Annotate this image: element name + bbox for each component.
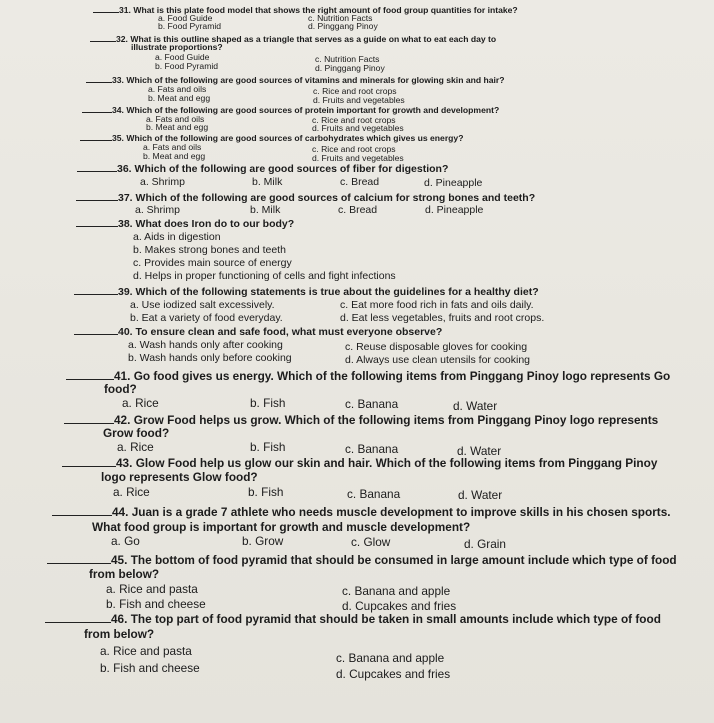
- answer-blank[interactable]: [74, 334, 118, 335]
- option-d: d. Helps in proper functioning of cells and fight infections: [133, 270, 396, 282]
- question-text: Which of the following are good sources of fiber for digestion?: [134, 163, 449, 175]
- question-31-line: [93, 6, 518, 15]
- option-d: d. Cupcakes and fries: [336, 667, 451, 681]
- answer-blank[interactable]: [80, 140, 112, 141]
- question-number: 36.: [117, 163, 132, 175]
- answer-blank[interactable]: [52, 515, 112, 516]
- question-text: Which of the following statements is true about the guidelines for a healthy diet?: [135, 286, 539, 298]
- question-number: 31.: [119, 5, 131, 15]
- question-43-line: [62, 457, 657, 470]
- question-number: 44.: [112, 505, 129, 519]
- option-c: c. Nutrition Facts: [308, 13, 373, 23]
- option-a: a. Aids in digestion: [133, 231, 221, 243]
- option-d: d. Water: [453, 399, 498, 413]
- question-number: 39.: [118, 286, 133, 298]
- option-a: a. Food Guide: [158, 13, 213, 23]
- option-a: a. Shrimp: [135, 204, 180, 216]
- answer-blank[interactable]: [47, 563, 111, 564]
- option-c: c. Banana and apple: [342, 584, 451, 598]
- option-a: a. Fats and oils: [143, 142, 202, 152]
- option-b: b. Fish: [248, 485, 284, 499]
- question-text: What is this outline shaped as a triangle that serves as a guide on what to eat each day to: [130, 34, 497, 44]
- question-44-line: [52, 506, 671, 519]
- question-number: 45.: [111, 553, 128, 567]
- question-text: Which of the following are good sources of protein important for growth and development?: [126, 105, 500, 115]
- question-46-continued: from below?: [84, 627, 155, 641]
- option-c: c. Reuse disposable gloves for cooking: [345, 341, 528, 353]
- question-text: Glow Food help us glow our skin and hair. Which of the following items from Pinggang Pinoy: [135, 456, 658, 470]
- option-d: d. Pineapple: [424, 177, 483, 189]
- option-d: d. Eat less vegetables, fruits and root crops.: [340, 312, 545, 324]
- option-c: c. Rice and root crops: [312, 115, 396, 125]
- option-b: b. Grow: [242, 534, 284, 548]
- option-d: d. Always use clean utensils for cooking: [345, 354, 531, 366]
- answer-blank[interactable]: [74, 294, 118, 295]
- question-number: 46.: [111, 612, 128, 626]
- option-c: c. Provides main source of energy: [133, 257, 292, 269]
- option-b: b. Fish: [250, 440, 286, 454]
- option-a: a. Rice: [113, 485, 150, 499]
- question-39-line: [74, 287, 539, 298]
- question-number: 41.: [114, 369, 131, 383]
- question-34-line: [82, 106, 499, 115]
- option-b: b. Milk: [252, 176, 283, 188]
- option-a: a. Fats and oils: [146, 114, 205, 124]
- answer-blank[interactable]: [86, 82, 112, 83]
- option-b: b. Food Pyramid: [158, 21, 222, 31]
- option-a: a. Fats and oils: [148, 84, 207, 94]
- question-41-continued: food?: [104, 382, 137, 396]
- option-c: c. Rice and root crops: [313, 86, 397, 96]
- question-number: 37.: [118, 192, 133, 204]
- option-d: d. Water: [458, 488, 503, 502]
- option-b: b. Meat and egg: [148, 93, 211, 103]
- option-c: c. Bread: [338, 204, 378, 216]
- option-b: b. Eat a variety of food everyday.: [130, 312, 283, 324]
- question-number: 38.: [118, 218, 133, 230]
- option-a: a. Go: [111, 534, 140, 548]
- option-b: b. Fish and cheese: [100, 661, 200, 675]
- question-text: What is this plate food model that shows the right amount of food group quantities for intake?: [133, 5, 518, 15]
- question-41-line: [66, 370, 670, 383]
- question-text: Which of the following are good sources of vitamins and minerals for glowing skin and hair?: [126, 75, 505, 85]
- question-44-continued: What food group is important for growth and muscle development?: [92, 520, 471, 534]
- option-d: d. Pineapple: [425, 204, 484, 216]
- option-d: d. Pinggang Pinoy: [308, 21, 378, 31]
- option-c: c. Rice and root crops: [312, 144, 396, 154]
- question-text: What does Iron do to our body?: [135, 218, 295, 230]
- option-c: c. Banana: [347, 487, 401, 501]
- answer-blank[interactable]: [77, 171, 117, 172]
- option-b: b. Wash hands only before cooking: [128, 352, 292, 364]
- option-d: d. Pinggang Pinoy: [315, 63, 385, 73]
- answer-blank[interactable]: [45, 622, 111, 623]
- question-46-line: [45, 613, 661, 626]
- answer-blank[interactable]: [76, 200, 118, 201]
- question-number: 35.: [112, 133, 124, 143]
- option-d: d. Water: [457, 444, 502, 458]
- question-45-line: [47, 554, 677, 567]
- question-32-continued: illustrate proportions?: [131, 42, 223, 52]
- option-c: c. Glow: [351, 535, 391, 549]
- question-number: 33.: [112, 75, 124, 85]
- question-text: Juan is a grade 7 athlete who needs muscle development to improve skills in his chosen sports.: [131, 505, 671, 519]
- option-a: a. Rice and pasta: [106, 582, 198, 596]
- question-45-continued: from below?: [89, 567, 160, 581]
- option-c: c. Bread: [340, 176, 380, 188]
- answer-blank[interactable]: [93, 12, 119, 13]
- question-43-continued: logo represents Glow food?: [101, 470, 258, 484]
- question-42-continued: Grow food?: [103, 426, 170, 440]
- question-text: Grow Food helps us grow. Which of the following items from Pinggang Pinoy logo represents: [133, 413, 659, 427]
- question-text: Which of the following are good sources of carbohydrates which gives us energy?: [126, 133, 464, 143]
- option-c: c. Banana: [345, 397, 399, 411]
- question-text: Go food gives us energy. Which of the following items from Pinggang Pinoy logo represents Go: [133, 369, 671, 383]
- option-b: b. Food Pyramid: [155, 61, 219, 71]
- option-b: b. Makes strong bones and teeth: [133, 244, 286, 256]
- option-a: a. Rice: [122, 396, 159, 410]
- option-c: c. Banana and apple: [336, 651, 445, 665]
- answer-blank[interactable]: [66, 379, 114, 380]
- option-d: d. Cupcakes and fries: [342, 599, 457, 613]
- question-36-line: [77, 164, 448, 175]
- option-a: a. Rice: [117, 440, 154, 454]
- question-number: 43.: [116, 456, 133, 470]
- question-text: To ensure clean and safe food, what must everyone observe?: [135, 326, 443, 338]
- option-d: d. Fruits and vegetables: [312, 123, 404, 133]
- option-c: c. Banana: [345, 442, 399, 456]
- question-35-line: [80, 134, 463, 143]
- question-number: 40.: [118, 326, 133, 338]
- option-d: d. Fruits and vegetables: [313, 95, 405, 105]
- answer-blank[interactable]: [82, 112, 112, 113]
- option-c: c. Nutrition Facts: [315, 54, 380, 64]
- option-d: d. Fruits and vegetables: [312, 153, 404, 163]
- option-b: b. Meat and egg: [146, 122, 209, 132]
- question-40-line: [74, 327, 442, 338]
- question-number: 32.: [116, 34, 128, 44]
- question-text: The top part of food pyramid that should be taken in small amounts include which type of food: [130, 612, 661, 626]
- question-38-line: [76, 219, 294, 230]
- answer-blank[interactable]: [90, 41, 116, 42]
- option-b: b. Meat and egg: [143, 151, 206, 161]
- question-text: The bottom of food pyramid that should be consumed in large amount include which type of food: [130, 553, 677, 567]
- question-number: 42.: [114, 413, 131, 427]
- option-a: a. Food Guide: [155, 52, 210, 62]
- option-b: b. Fish: [250, 396, 286, 410]
- option-c: c. Eat more food rich in fats and oils daily.: [340, 299, 534, 311]
- option-a: a. Use iodized salt excessively.: [130, 299, 275, 311]
- question-37-line: [76, 193, 535, 204]
- question-text: Which of the following are good sources of calcium for strong bones and teeth?: [135, 192, 536, 204]
- question-number: 34.: [112, 105, 124, 115]
- option-d: d. Grain: [464, 537, 506, 551]
- option-a: a. Rice and pasta: [100, 644, 192, 658]
- option-a: a. Shrimp: [140, 176, 185, 188]
- option-a: a. Wash hands only after cooking: [128, 339, 283, 351]
- option-b: b. Milk: [250, 204, 281, 216]
- option-b: b. Fish and cheese: [106, 597, 206, 611]
- answer-blank[interactable]: [76, 226, 118, 227]
- answer-blank[interactable]: [64, 423, 114, 424]
- answer-blank[interactable]: [62, 466, 116, 467]
